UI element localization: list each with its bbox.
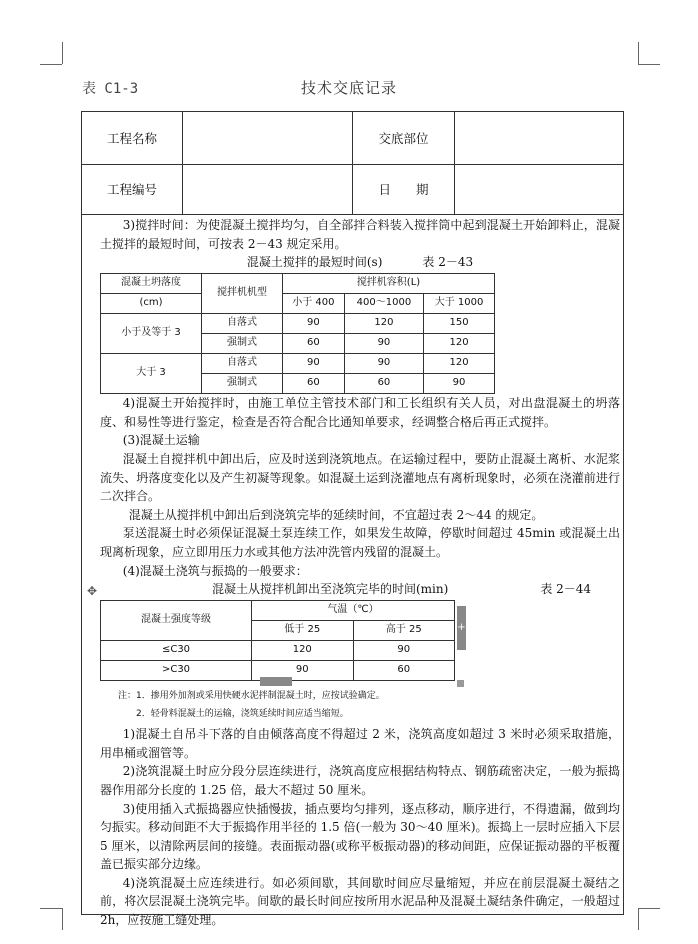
table-note: 2．轻骨料混凝土的运输，浇筑延续时间应适当缩短。 bbox=[136, 709, 349, 720]
project-name-label: 工程名称 bbox=[82, 112, 183, 164]
project-no-field[interactable] bbox=[183, 164, 353, 214]
table-resize-handle[interactable] bbox=[457, 680, 464, 687]
table-cell: 60 bbox=[344, 374, 423, 394]
table-cell: 120 bbox=[424, 354, 495, 374]
table-number: 表 2－43 bbox=[422, 255, 474, 270]
table-cell: 120 bbox=[424, 334, 495, 354]
paragraph: 2)浇筑混凝土时应分段分层连续进行，浇筑高度应根据结构特点、钢筋疏密决定，一般为振捣器作用部分长度的 1.25 倍，最大不超过 50 厘米。 bbox=[100, 764, 620, 797]
crop-mark-top-right bbox=[638, 64, 660, 65]
table-cell: 120 bbox=[252, 641, 354, 661]
date-field[interactable] bbox=[455, 164, 623, 214]
table-header: 混凝土强度等级 bbox=[101, 601, 252, 641]
table-header: 搅拌机容积(L) bbox=[283, 274, 495, 294]
table-number: 表 2－44 bbox=[540, 582, 592, 597]
document-title: 技术交底记录 bbox=[300, 79, 397, 97]
add-column-handle[interactable]: + bbox=[457, 606, 466, 650]
table-caption-title: 混凝土搅拌的最短时间(s) bbox=[246, 255, 383, 270]
delivery-time-table bbox=[100, 600, 455, 681]
date-label: 日 期 bbox=[353, 164, 455, 214]
paragraph: 1)混凝土自吊斗下落的自由倾落高度不得超过 2 米，浇筑高度如超过 3 米时必须采取措施，用串桶或溜管等。 bbox=[100, 727, 620, 760]
table-cell: 90 bbox=[283, 314, 345, 334]
table-header: 混凝土坍落度 bbox=[101, 274, 202, 294]
table-header: 大于 1000 bbox=[424, 294, 495, 314]
table-cell: 60 bbox=[283, 334, 345, 354]
table-cell: 90 bbox=[252, 661, 354, 681]
table-cell: 120 bbox=[344, 314, 423, 334]
table-cell: 60 bbox=[353, 661, 455, 681]
table-caption bbox=[100, 253, 620, 271]
form-code: 表 C1-3 bbox=[82, 81, 139, 97]
header-row-2 bbox=[82, 164, 623, 215]
crop-mark-bottom-left bbox=[62, 908, 63, 930]
table-move-handle-icon[interactable]: ✥ bbox=[87, 584, 98, 599]
section-heading: (3)混凝土运输 bbox=[122, 433, 200, 448]
section-heading: (4)混凝土浇筑与振捣的一般要求： bbox=[122, 563, 308, 578]
table-header: 低于 25 bbox=[252, 621, 354, 641]
table-cell: 强制式 bbox=[202, 374, 283, 394]
add-row-handle[interactable] bbox=[260, 677, 292, 686]
record-body[interactable] bbox=[87, 216, 620, 930]
location-label: 交底部位 bbox=[353, 112, 455, 164]
table-note: 注：1．掺用外加剂或采用快硬水泥拌制混凝土时，应按试验确定。 bbox=[118, 691, 385, 702]
table-cell: 自落式 bbox=[202, 354, 283, 374]
table-row bbox=[101, 641, 455, 661]
table-cell: 大于 3 bbox=[101, 354, 202, 394]
table-cell: 90 bbox=[353, 641, 455, 661]
table-cell: 小于及等于 3 bbox=[101, 314, 202, 354]
project-name-field[interactable] bbox=[183, 112, 353, 164]
crop-mark-bottom-right bbox=[638, 908, 660, 909]
crop-mark-top-left bbox=[40, 64, 62, 65]
mixing-time-table bbox=[100, 273, 495, 394]
paragraph: 混凝土自搅拌机中卸出后，应及时送到浇筑地点。在运输过程中，要防止混凝土离析、水泥浆流失、坍落度变化以及产生初凝等现象。如混凝土运到浇灌地点有离析现象时，必须在浇灌前进行二次拌合。 bbox=[100, 451, 620, 504]
paragraph: 4)混凝土开始搅拌时，由施工单位主管技术部门和工长组织有关人员，对出盘混凝土的坍落度、和易性等进行鉴定，检查是否符合配合比通知单要求，经调整合格后再正式搅拌。 bbox=[100, 396, 620, 429]
table-header: 高于 25 bbox=[353, 621, 455, 641]
table-row bbox=[101, 354, 495, 374]
table-cell: 90 bbox=[344, 334, 423, 354]
table-cell: ≤C30 bbox=[101, 641, 252, 661]
table-row bbox=[101, 314, 495, 334]
table-header: 气温（℃） bbox=[252, 601, 455, 621]
table-cell: 60 bbox=[283, 374, 345, 394]
table-header: 搅拌机机型 bbox=[202, 274, 283, 314]
crop-mark-top-left bbox=[62, 42, 63, 64]
crop-mark-top-right bbox=[638, 42, 639, 64]
table-header: (cm) bbox=[101, 294, 202, 314]
table-cell: 强制式 bbox=[202, 334, 283, 354]
paragraph: 4)浇筑混凝土应连续进行。如必须间歇，其间歇时间应尽量缩短，并应在前层混凝土凝结之前，将次层混凝土浇筑完毕。间歇的最长时间应按所用水泥品种及混凝土凝结条件确定，一般超过 2h，应按施工缝处理。 bbox=[100, 875, 620, 928]
paragraph: 混凝土从搅拌机中卸出后到浇筑完毕的延续时间，不宜超过表 2～44 的规定。 bbox=[128, 507, 544, 522]
crop-mark-bottom-left bbox=[40, 908, 62, 909]
table-header: 小于 400 bbox=[283, 294, 345, 314]
paragraph: 3)使用插入式振捣器应快插慢拔，插点要均匀排列，逐点移动，顺序进行，不得遗漏，做到均匀振实。移动间距不大于振捣作用半径的 1.5 倍(一般为 30～40 厘米)。振捣上一层时应插入下层 5 厘米，以清除两层间的接缝。表面振动器(或称平板振动器)的移动间距，应保证振动器的平板覆盖已振实部分边缘。 bbox=[100, 801, 620, 872]
table-cell: 90 bbox=[424, 374, 495, 394]
table-cell: 90 bbox=[283, 354, 345, 374]
paragraph: 3)搅拌时间：为使混凝土搅拌均匀，自全部拌合料装入搅拌筒中起到混凝土开始卸料止，混凝土搅拌的最短时间，可按表 2－43 规定采用。 bbox=[100, 218, 620, 251]
table-header: 400～1000 bbox=[344, 294, 423, 314]
crop-mark-bottom-right bbox=[638, 908, 639, 930]
header-row-1 bbox=[82, 112, 623, 165]
table-caption-title: 混凝土从搅拌机卸出至浇筑完毕的时间(min) bbox=[212, 582, 449, 597]
table-cell: 150 bbox=[424, 314, 495, 334]
project-no-label: 工程编号 bbox=[82, 164, 183, 214]
paragraph: 泵送混凝土时必须保证混凝土泵连续工作，如果发生故障，停歇时间超过 45min 或混凝土出现离析现象，应立即用压力水或其他方法冲洗管内残留的混凝土。 bbox=[100, 526, 620, 559]
table-cell: 90 bbox=[344, 354, 423, 374]
location-field[interactable] bbox=[455, 112, 623, 164]
table-cell: >C30 bbox=[101, 661, 252, 681]
table-caption bbox=[100, 580, 620, 598]
table-cell: 自落式 bbox=[202, 314, 283, 334]
record-frame bbox=[81, 111, 624, 928]
